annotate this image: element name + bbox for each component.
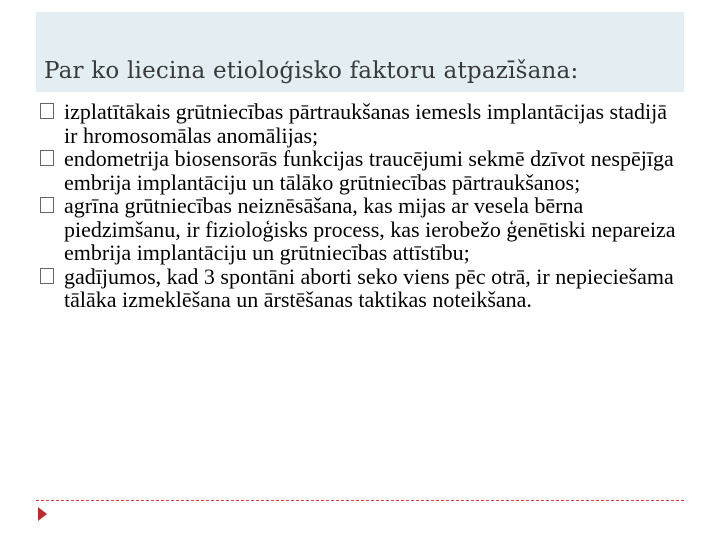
bullet-text: izplatītākais grūtniecības pārtraukšanas iemesls implantācijas stadijā ir hromosomālas anomālijas; (64, 99, 667, 148)
bullet-item (40, 100, 680, 147)
square-bullet-icon (40, 197, 54, 213)
square-bullet-icon (40, 150, 54, 166)
footer-divider (36, 500, 684, 501)
bullet-item (40, 194, 680, 265)
bullet-list (40, 100, 680, 312)
bullet-text: endometrija biosensorās funkcijas traucējumi sekmē dzīvot nespējīga embrija implantāciju un tālāko grūtniecības pārtraukšanos; (64, 146, 674, 195)
bullet-item (40, 265, 680, 312)
play-arrow-icon[interactable] (38, 507, 47, 521)
bullet-text: agrīna grūtniecības neiznēsāšana, kas mijas ar vesela bērna piedzimšanu, ir fizioloģisks process, kas ierobežo ģenētiski nepareiza embrija implantāciju un grūtniecības attīstību; (64, 193, 676, 265)
bullet-text: gadījumos, kad 3 spontāni aborti seko viens pēc otrā, ir nepieciešama tālāka izmeklēšana un ārstēšanas taktikas noteikšana. (64, 263, 674, 312)
title-band (36, 12, 684, 92)
square-bullet-icon (40, 103, 54, 119)
bullet-item (40, 147, 680, 194)
square-bullet-icon (40, 268, 54, 284)
slide-title: Par ko liecina etioloģisko faktoru atpazīšana: (44, 58, 579, 84)
